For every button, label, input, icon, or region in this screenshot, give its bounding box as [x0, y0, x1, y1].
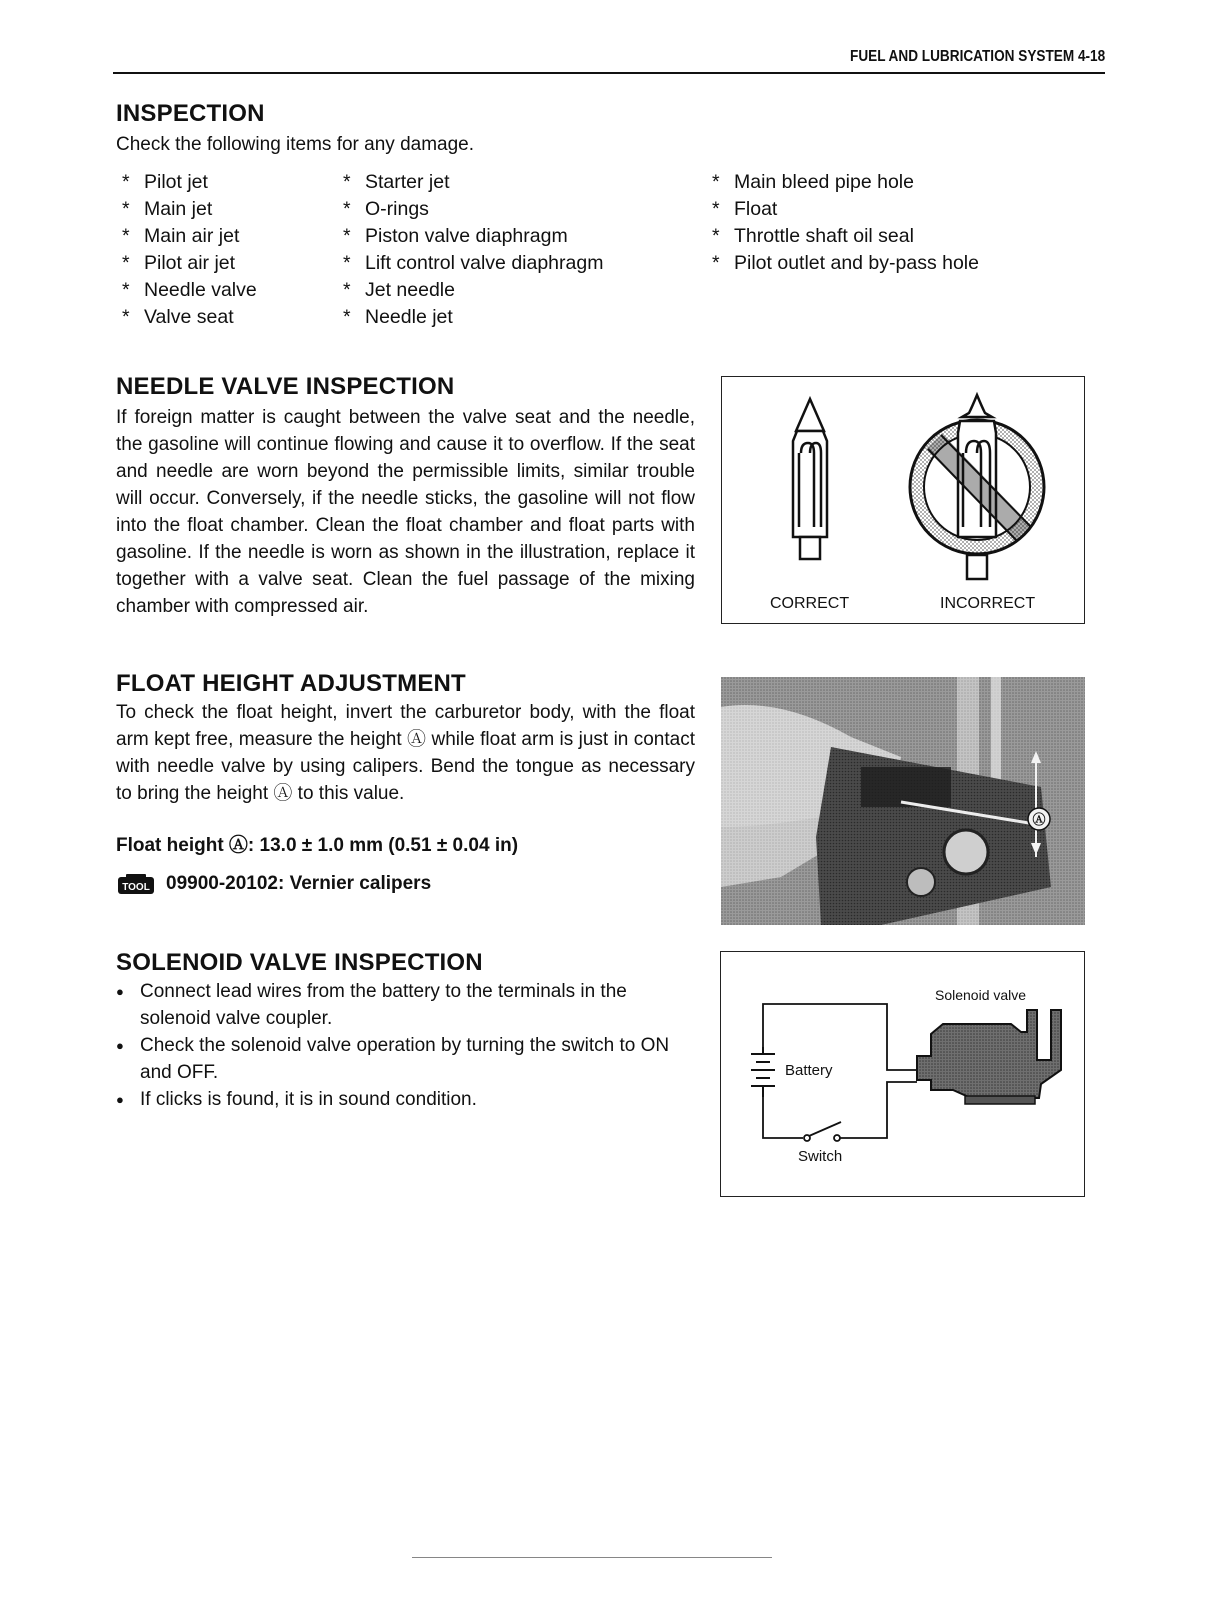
- list-item: * Float: [712, 196, 979, 223]
- correct-needle-icon: [793, 399, 827, 559]
- tool-badge-label: TOOL: [122, 881, 150, 893]
- special-tool-line: [116, 870, 431, 897]
- solenoid-steps: [116, 978, 696, 1113]
- page-header-title: FUEL AND LUBRICATION SYSTEM 4-18: [849, 48, 1105, 65]
- photo-height-marker: Ⓐ: [1032, 812, 1046, 827]
- switch-icon: [804, 1122, 841, 1141]
- list-item: * Pilot jet: [122, 169, 257, 196]
- list-item: * Main jet: [122, 196, 257, 223]
- scan-artifact-line: [412, 1557, 772, 1558]
- list-item: * Main air jet: [122, 223, 257, 250]
- page-header: [113, 48, 1105, 74]
- correct-label: CORRECT: [770, 595, 850, 612]
- needle-valve-body: If foreign matter is caught between the valve seat and the needle, the gasoline will continue flowing and cause it to overflow. If the seat and needle are worn beyond the permissible limits, similar trouble will occur. Conversely, if the needle sticks, the gasoline will not flow into the float chamber. Clean the float chamber and float parts with gasoline. If the needle is worn as shown in the illustration, replace it together with a valve seat. Clean the fuel passage of the mixing chamber with compressed air.: [116, 407, 695, 617]
- list-item: * Needle valve: [122, 277, 257, 304]
- float-height-spec: Float height Ⓐ: 13.0 ± 1.0 mm (0.51 ± 0.04 in): [116, 835, 519, 856]
- incorrect-label: INCORRECT: [940, 595, 1036, 612]
- list-item: * Pilot air jet: [122, 250, 257, 277]
- inspection-list-col2: [343, 169, 603, 331]
- needle-illustration: [722, 377, 1084, 623]
- solenoid-label: Solenoid valve: [935, 987, 1027, 1003]
- float-height-photo: [721, 677, 1085, 925]
- list-item: ● If clicks is found, it is in sound condition.: [116, 1086, 696, 1113]
- list-item: * Piston valve diaphragm: [343, 223, 603, 250]
- list-item: * Starter jet: [343, 169, 603, 196]
- list-item: * Needle jet: [343, 304, 603, 331]
- list-item: ● Check the solenoid valve operation by turning the switch to ON and OFF.: [116, 1032, 696, 1086]
- special-tool-text: 09900-20102: Vernier calipers: [166, 873, 432, 894]
- carburetor-photo: [721, 677, 1085, 925]
- list-item: * O-rings: [343, 196, 603, 223]
- battery-label: Battery: [785, 1062, 833, 1079]
- list-item: * Pilot outlet and by-pass hole: [712, 250, 979, 277]
- battery-icon: [751, 1047, 775, 1097]
- needle-figure: [721, 376, 1085, 624]
- inspection-list-col1: [122, 169, 257, 331]
- inspection-list-col3: [712, 169, 979, 277]
- solenoid-circuit-diagram: [721, 952, 1084, 1196]
- solenoid-valve-icon: [917, 1010, 1061, 1104]
- list-item: * Throttle shaft oil seal: [712, 223, 979, 250]
- float-height-body: To check the float height, invert the carburetor body, with the float arm kept free, measure the height Ⓐ while float arm is just in contact with needle valve by using calipers. Bend the tongue as necessary to bring the height Ⓐ to this value.: [116, 702, 695, 804]
- list-item: * Main bleed pipe hole: [712, 169, 979, 196]
- list-item: * Valve seat: [122, 304, 257, 331]
- tool-icon: [116, 873, 156, 895]
- switch-label: Switch: [798, 1148, 843, 1165]
- incorrect-needle-icon: [910, 395, 1044, 579]
- list-item: ● Connect lead wires from the battery to the terminals in the solenoid valve coupler.: [116, 978, 696, 1032]
- solenoid-figure: [720, 951, 1085, 1197]
- solenoid-title: SOLENOID VALVE INSPECTION: [116, 949, 483, 976]
- float-height-title: FLOAT HEIGHT ADJUSTMENT: [116, 670, 466, 697]
- inspection-intro: Check the following items for any damage.: [116, 134, 475, 155]
- inspection-title: INSPECTION: [116, 100, 265, 127]
- needle-valve-title: NEEDLE VALVE INSPECTION: [116, 373, 455, 400]
- list-item: * Lift control valve diaphragm: [343, 250, 603, 277]
- list-item: * Jet needle: [343, 277, 603, 304]
